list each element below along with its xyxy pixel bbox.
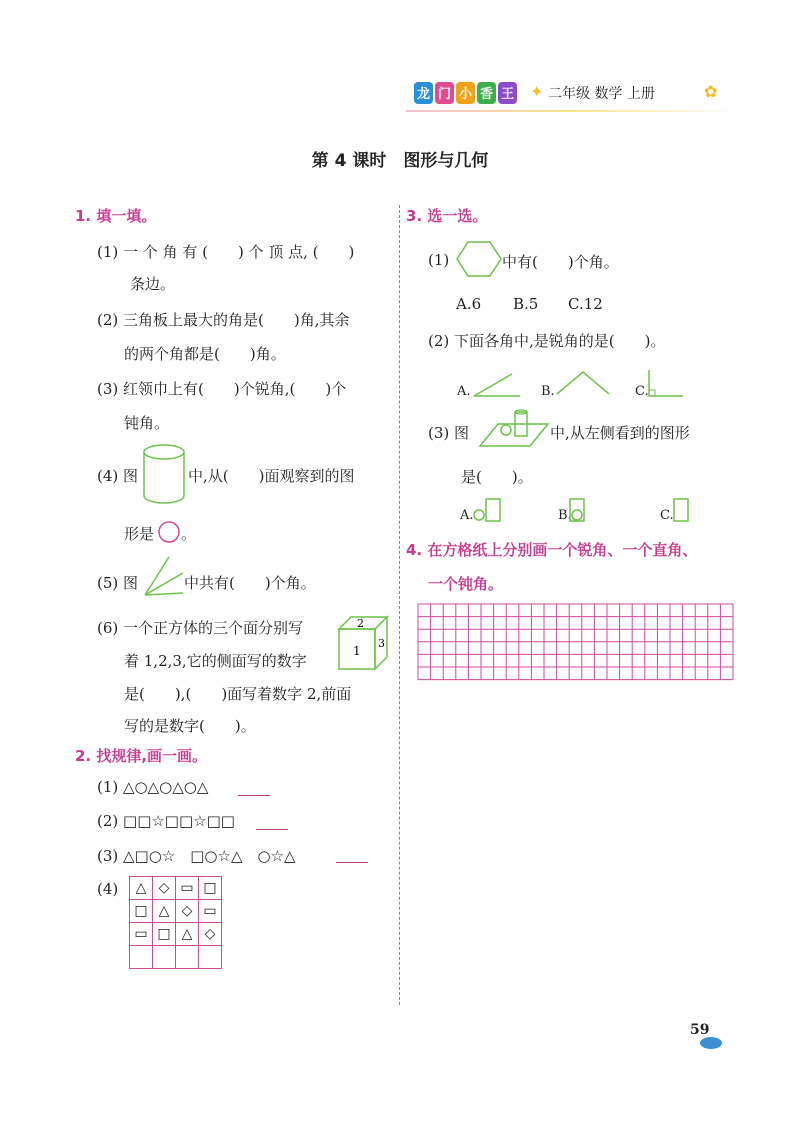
q1-line: 是( ),( )面写着数字 2,前面 bbox=[124, 685, 352, 703]
star-icon: ✦ bbox=[530, 82, 544, 101]
graph-paper-grid[interactable] bbox=[418, 604, 734, 684]
grid-cell: □ bbox=[199, 877, 222, 900]
q4-heading: 一个钝角。 bbox=[428, 575, 504, 593]
q2-line: (1) △○△○△○△ bbox=[97, 778, 209, 796]
q2-line: (3) △□○☆ □○☆△ ○☆△ bbox=[97, 847, 296, 865]
book-subject: 二年级 数学 上册 bbox=[548, 86, 655, 102]
grid-cell: ▭ bbox=[130, 923, 153, 946]
grid-cell: □ bbox=[130, 900, 153, 923]
hexagon-figure bbox=[456, 240, 502, 278]
q1-line: 的两个角都是( )角。 bbox=[124, 345, 286, 363]
q1-line: 。 bbox=[181, 525, 197, 543]
option-b-figure bbox=[568, 497, 590, 523]
grid-cell: ▭ bbox=[176, 877, 199, 900]
q3-line: 中有( )个角。 bbox=[502, 253, 619, 271]
option-c-figure bbox=[672, 497, 692, 523]
header-rule bbox=[406, 110, 736, 112]
option[interactable]: A.6 bbox=[456, 295, 482, 313]
logo-char: 香 bbox=[477, 82, 496, 104]
series-logo bbox=[414, 82, 517, 104]
cube-label: 2 bbox=[357, 617, 364, 630]
option[interactable]: C.12 bbox=[568, 295, 603, 313]
q3-heading: 3. 选一选。 bbox=[406, 207, 488, 225]
cube-label: 1 bbox=[353, 644, 361, 658]
logo-char: 门 bbox=[435, 82, 454, 104]
q2-line: (4) bbox=[97, 880, 119, 898]
q1-line: 中,从( )面观察到的图 bbox=[188, 467, 355, 485]
cylinder-figure bbox=[143, 444, 187, 504]
q1-line: 写的是数字( )。 bbox=[124, 717, 256, 735]
q2-heading: 2. 找规律,画一画。 bbox=[75, 747, 208, 765]
option[interactable]: C. bbox=[660, 508, 674, 523]
grid-cell: △ bbox=[176, 923, 199, 946]
q1-line: 条边。 bbox=[130, 275, 176, 293]
q1-heading: 1. 填一填。 bbox=[75, 207, 157, 225]
q1-line: 钝角。 bbox=[124, 414, 170, 432]
q3-line: 中,从左侧看到的图形 bbox=[550, 424, 690, 442]
option-a-figure bbox=[472, 497, 504, 523]
option[interactable]: C. bbox=[635, 384, 649, 399]
q1-line: 形是 bbox=[124, 525, 155, 543]
grid-cell: △ bbox=[130, 877, 153, 900]
q1-line: (3) 红领巾上有( )个锐角,( )个 bbox=[97, 380, 347, 398]
circle-shape bbox=[157, 520, 181, 544]
q1-line: (2) 三角板上最大的角是( )角,其余 bbox=[97, 311, 350, 329]
grid-cell[interactable] bbox=[176, 946, 199, 969]
logo-char: 王 bbox=[498, 82, 517, 104]
grid-cell: ◇ bbox=[199, 923, 222, 946]
whale-icon bbox=[698, 1034, 724, 1050]
answer-blank[interactable] bbox=[336, 862, 368, 863]
grid-cell[interactable] bbox=[153, 946, 176, 969]
q3-line: (1) bbox=[428, 251, 450, 269]
grid-cell: ◇ bbox=[153, 877, 176, 900]
q2-line: (2) □□☆□□☆□□ bbox=[97, 812, 235, 830]
answer-blank[interactable] bbox=[256, 829, 288, 830]
grid-cell: △ bbox=[153, 900, 176, 923]
page-number: 59 bbox=[690, 1022, 710, 1038]
q1-line: (1) 一 个 角 有 ( ) 个 顶 点, ( ) bbox=[97, 243, 355, 261]
cube-label: 3 bbox=[378, 637, 385, 650]
angle-rays-figure bbox=[143, 555, 185, 597]
obtuse-angle-figure bbox=[555, 370, 611, 396]
option[interactable]: A. bbox=[457, 384, 471, 399]
grid-cell[interactable] bbox=[130, 946, 153, 969]
q3-line: (2) 下面各角中,是锐角的是( )。 bbox=[428, 332, 666, 350]
grid-cell: ▭ bbox=[199, 900, 222, 923]
q1-line: 着 1,2,3,它的侧面写的数字 bbox=[124, 652, 307, 670]
pattern-grid bbox=[129, 876, 222, 969]
logo-char: 龙 bbox=[414, 82, 433, 104]
option[interactable]: B.5 bbox=[513, 295, 539, 313]
q1-line: 中共有( )个角。 bbox=[184, 574, 316, 592]
q4-heading: 4. 在方格纸上分别画一个锐角、一个直角、 bbox=[406, 541, 698, 559]
option[interactable]: A. bbox=[460, 508, 474, 523]
acute-angle-figure bbox=[472, 372, 522, 398]
q1-line: (4) 图 bbox=[97, 467, 139, 485]
column-divider bbox=[399, 205, 400, 1005]
grid-cell: □ bbox=[153, 923, 176, 946]
answer-blank[interactable] bbox=[238, 795, 270, 796]
q1-line: (5) 图 bbox=[97, 574, 139, 592]
objects-on-plane-figure bbox=[478, 408, 550, 448]
cube-figure bbox=[337, 615, 389, 671]
option[interactable]: B. bbox=[558, 508, 572, 523]
lesson-title: 第 4 课时 图形与几何 bbox=[311, 151, 489, 171]
grid-cell: ◇ bbox=[176, 900, 199, 923]
option[interactable]: B. bbox=[541, 384, 555, 399]
butterfly-icon: ✿ bbox=[704, 82, 718, 101]
logo-char: 小 bbox=[456, 82, 475, 104]
q3-line: 是( )。 bbox=[461, 468, 533, 486]
q1-line: (6) 一个正方体的三个面分别写 bbox=[97, 619, 304, 637]
q3-line: (3) 图 bbox=[428, 424, 470, 442]
right-angle-figure bbox=[647, 368, 685, 398]
grid-cell[interactable] bbox=[199, 946, 222, 969]
